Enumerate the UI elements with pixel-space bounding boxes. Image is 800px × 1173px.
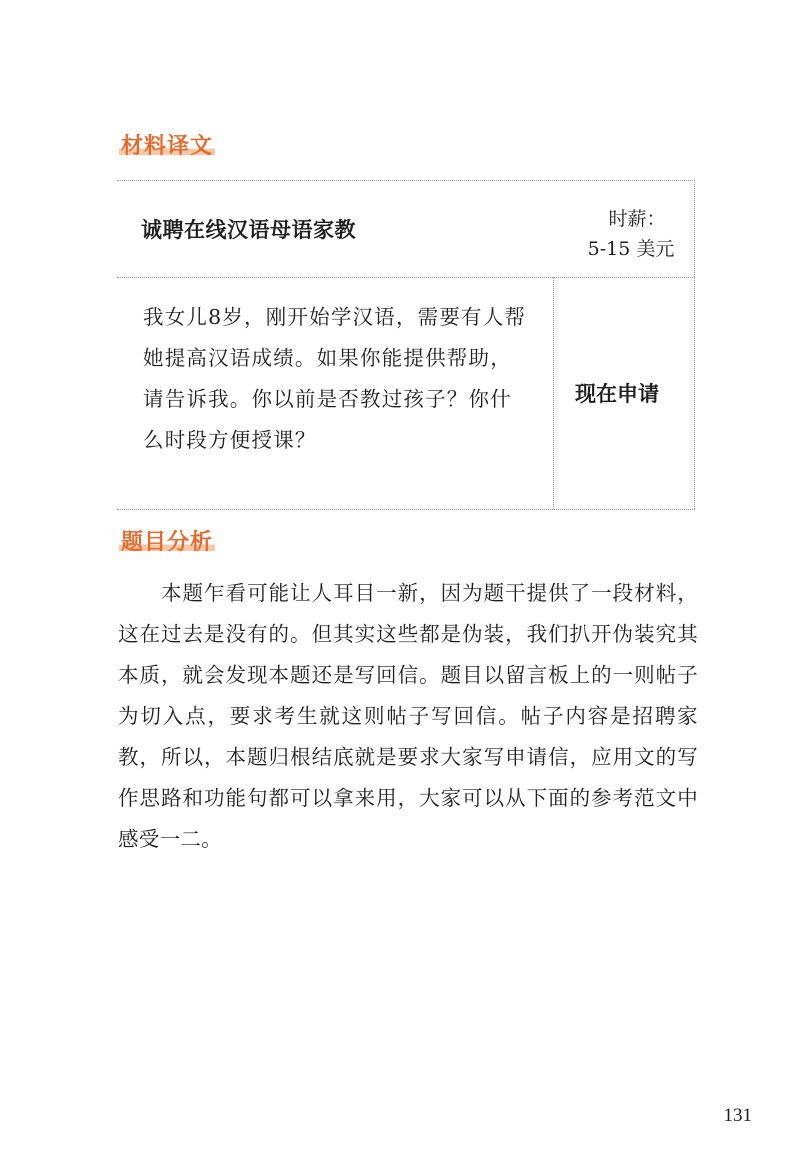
table-border-top [117, 180, 695, 181]
hourly-wage-label: 时薪： [608, 208, 666, 230]
hourly-wage-value: 5-15 美元 [587, 238, 675, 260]
analysis-paragraph: 本题乍看可能让人耳目一新，因为题干提供了一段材料，这在过去是没有的。但其实这些都是伪装，我们扒开伪装究其本质，就会发现本题还是写回信。题目以留言板上的一则帖子为切入点，要求考生就这则帖子写回信。帖子内容是招聘家教，所以，本题归根结底就是要求大家写申请信，应用文的写作思路和功能句都可以拿来用，大家可以从下面的参考范文中感受一二。 [118, 581, 698, 851]
job-title: 诚聘在线汉语母语家教 [141, 218, 356, 242]
apply-now-link[interactable]: 现在申请 [575, 382, 659, 406]
section-heading-material: 材料译文 [121, 133, 214, 159]
job-post-table [117, 180, 695, 510]
post-body-text: 我女儿8岁，刚开始学汉语，需要有人帮她提高汉语成绩。如果你能提供帮助，请告诉我。你以前是否教过孩子？你什么时段方便授课？ [143, 305, 527, 452]
table-row-divider [117, 277, 695, 278]
section-heading-analysis: 题目分析 [121, 529, 214, 555]
page-number: 131 [723, 1105, 752, 1126]
table-border-bottom [117, 509, 695, 510]
table-border-right [694, 180, 695, 509]
